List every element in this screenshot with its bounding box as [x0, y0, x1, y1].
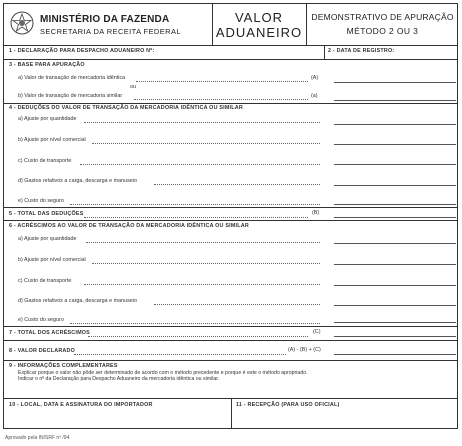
ministry-name: MINISTÉRIO DA FAZENDA — [40, 14, 170, 25]
method-title: MÉTODO 2 OU 3 — [346, 26, 419, 36]
row-divider — [4, 59, 457, 60]
s6-item-b-label: b) Ajuste por nível comercial — [18, 257, 86, 263]
s8-declared-value-field[interactable] — [334, 354, 456, 355]
s6-d-value-field[interactable] — [334, 305, 456, 306]
s8-formula: (A) - (B) + (C) — [288, 347, 321, 353]
s4-a-value-field[interactable] — [334, 124, 456, 125]
form-title-line1: VALOR — [234, 10, 284, 25]
section-6-label: 6 - ACRÉSCIMOS AO VALOR DE TRANSAÇÃO DA MERCADORIA IDÊNTICA OU SIMILAR — [9, 223, 249, 229]
header-divider — [306, 4, 307, 45]
s3-code-b: (a) — [311, 93, 318, 99]
form-header — [4, 4, 457, 46]
dotted-leader — [134, 99, 308, 100]
section-4-label: 4 - DEDUÇÕES DO VALOR DE TRANSAÇÃO DA MERCADORIA IDÊNTICA OU SIMILAR — [9, 105, 243, 111]
s9-instruction-2: Indicar o nº da Declaração para Despacho Aduaneiro da mercadoria idêntica ou similar. — [18, 376, 220, 382]
section-11-label: 11 - RECEPÇÃO (PARA USO OFICIAL) — [236, 402, 340, 408]
dotted-leader — [80, 164, 320, 165]
row-divider — [4, 340, 457, 341]
dotted-leader — [70, 323, 320, 324]
s9-instruction-1: Explicar porque o valor não pôde ser determinado de acordo com o método precedente e porque é este o método apropriado. — [18, 370, 308, 376]
dotted-leader — [136, 81, 308, 82]
row-divider — [4, 207, 457, 208]
s3-item-b-label: b) Valor de transação de mercadoria similar — [18, 93, 123, 99]
s6-item-d-label: d) Gastos relativos a carga, descarga e manuseio — [18, 298, 137, 304]
s4-item-b-label: b) Ajuste por nível comercial — [18, 137, 86, 143]
s4-item-a-label: a) Ajuste por quantidade — [18, 116, 77, 122]
approval-footer: Aprovado pela IN/SRF nº /94 — [5, 435, 70, 441]
section-5-label: 5 - TOTAL DAS DEDUÇÕES — [9, 211, 84, 217]
section-1-label: 1 - DECLARAÇÃO PARA DESPACHO ADUANEIRO Nº: — [9, 48, 155, 54]
s6-item-c-label: c) Custo de transporte — [18, 278, 72, 284]
s6-item-e-label: e) Custo do seguro — [18, 317, 64, 323]
dotted-leader — [74, 354, 286, 355]
form-title-line2: ADUANEIRO — [215, 25, 303, 40]
dotted-leader — [84, 284, 320, 285]
dotted-leader — [84, 122, 320, 123]
s4-b-value-field[interactable] — [334, 144, 456, 145]
section-9-label: 9 - INFORMAÇÕES COMPLEMENTARES — [9, 363, 118, 369]
row-divider — [4, 220, 457, 221]
row-divider — [4, 326, 457, 327]
column-divider — [324, 45, 325, 59]
s7-total-field[interactable] — [334, 336, 456, 337]
s4-c-value-field[interactable] — [334, 164, 456, 165]
row-divider — [4, 103, 457, 104]
s6-e-value-field[interactable] — [334, 322, 456, 323]
dotted-leader — [88, 336, 308, 337]
s3-item-a-label: a) Valor de transação de mercadoria idêntica — [18, 75, 126, 81]
s6-item-a-label: a) Ajuste por quantidade — [18, 236, 77, 242]
column-divider — [231, 398, 232, 428]
s3-b-value-field[interactable] — [334, 100, 456, 101]
demonstrativo-title: DEMONSTRATIVO DE APURAÇÃO — [311, 12, 454, 22]
s3-or-label: ou — [130, 84, 136, 90]
section-3-label: 3 - BASE PARA APURAÇÃO — [9, 62, 85, 68]
secretaria-name: SECRETARIA DA RECEITA FEDERAL — [40, 27, 181, 36]
s4-e-value-field[interactable] — [334, 204, 456, 205]
section-2-label: 2 - DATA DE REGISTRO: — [328, 48, 395, 54]
s4-item-e-label: e) Custo do seguro — [18, 198, 64, 204]
section-7-label: 7 - TOTAL DOS ACRÉSCIMOS — [9, 330, 90, 336]
s4-item-d-label: d) Gastos relativos a carga, descarga e manuseio — [18, 178, 137, 184]
s6-b-value-field[interactable] — [334, 264, 456, 265]
row-divider — [4, 360, 457, 361]
dotted-leader — [154, 304, 320, 305]
s3-a-value-field[interactable] — [334, 82, 456, 83]
dotted-leader — [92, 263, 320, 264]
s6-c-value-field[interactable] — [334, 285, 456, 286]
section-8-label: 8 - VALOR DECLARADO — [9, 348, 75, 354]
s7-code: (C) — [313, 329, 321, 335]
form-frame — [3, 3, 458, 429]
dotted-leader — [70, 204, 320, 205]
dotted-leader — [86, 242, 320, 243]
s3-code-a: (A) — [311, 75, 319, 81]
dotted-leader — [84, 217, 308, 218]
s5-code: (B) — [312, 210, 320, 216]
s5-total-field[interactable] — [334, 217, 456, 218]
s6-a-value-field[interactable] — [334, 243, 456, 244]
dotted-leader — [154, 184, 320, 185]
section-10-label: 10 - LOCAL, DATA E ASSINATURA DO IMPORTADOR — [9, 402, 153, 408]
s4-item-c-label: c) Custo de transporte — [18, 158, 72, 164]
s4-d-value-field[interactable] — [334, 185, 456, 186]
coat-of-arms-icon — [9, 10, 35, 36]
dotted-leader — [92, 143, 320, 144]
